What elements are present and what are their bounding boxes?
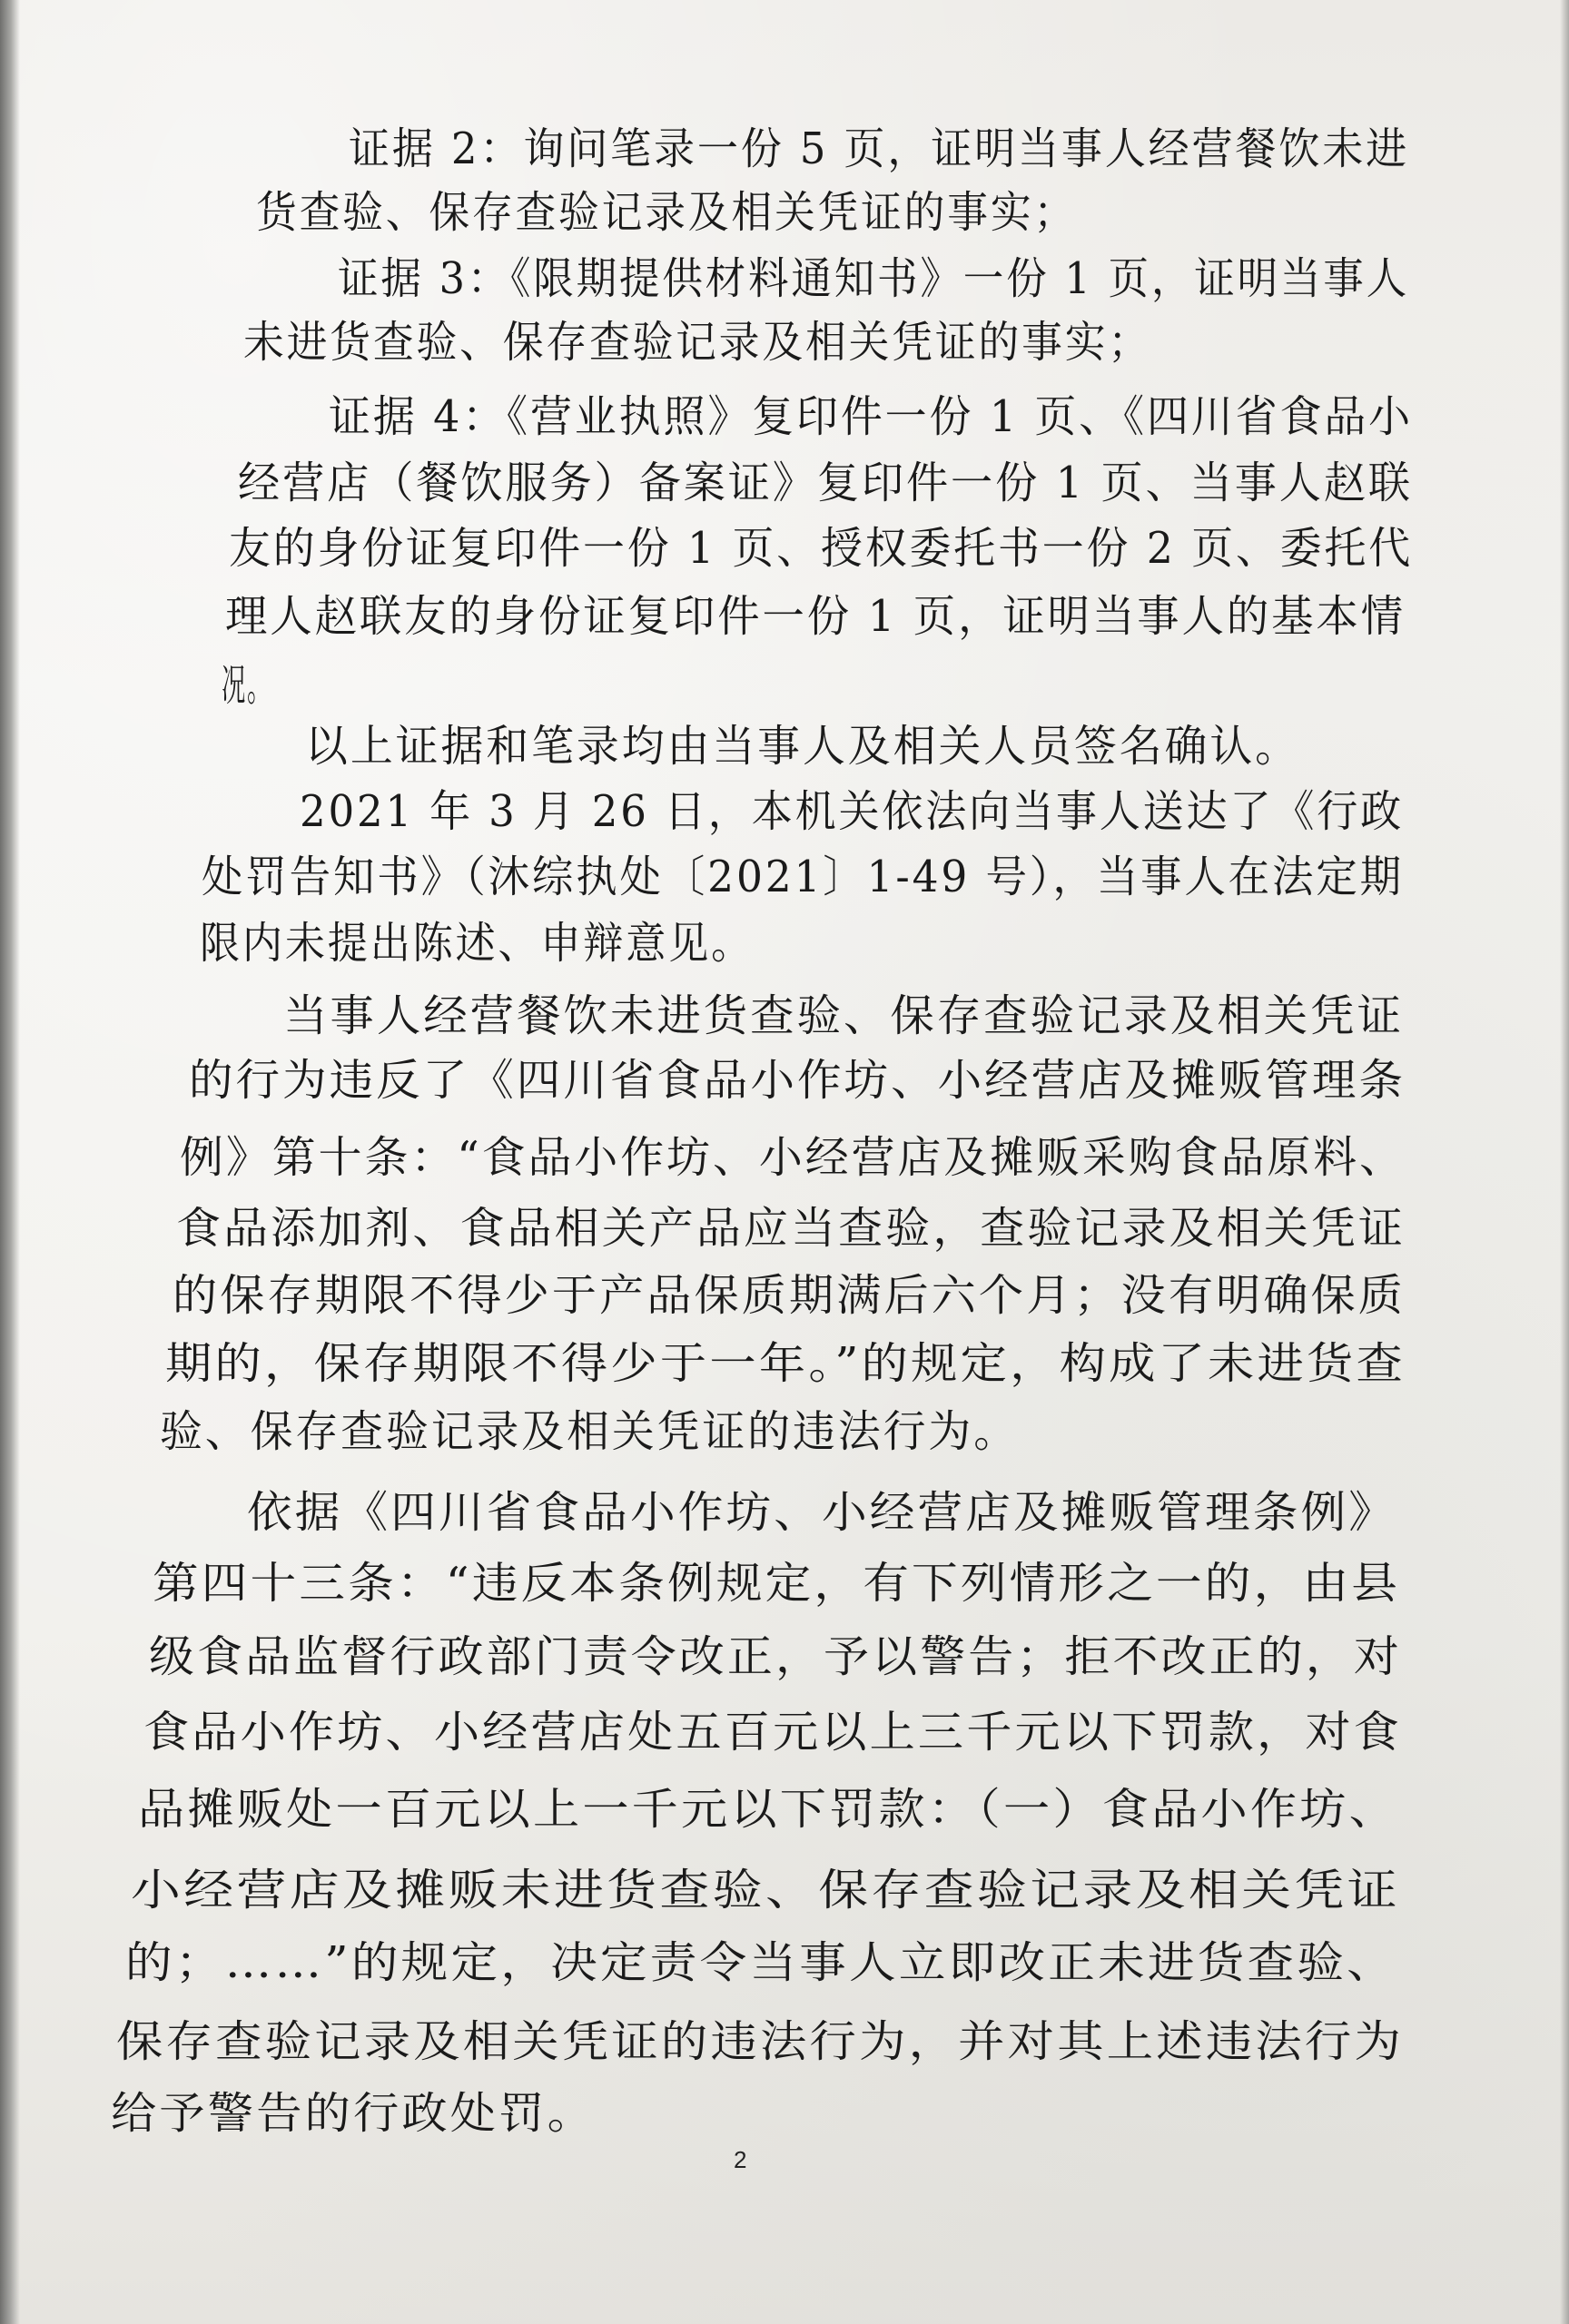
text-line: 当事人经营餐饮未进货查验、保存查验记录及相关凭证 — [283, 990, 1404, 1041]
text-line: 2021 年 3 月 26 日，本机关依法向当事人送达了《行政 — [300, 786, 1404, 837]
text-line: 限内未提出陈述、申辩意见。 — [200, 918, 754, 969]
text-line: 证据 3：《限期提供材料通知书》一份 1 页，证明当事人 — [338, 253, 1409, 304]
text-line: 证据 2：询问笔录一份 5 页，证明当事人经营餐饮未进 — [349, 123, 1409, 174]
text-line: 处罚告知书》（沐综执处〔2021〕1-49 号），当事人在法定期 — [202, 852, 1404, 902]
text-line: 以上证据和笔录均由当事人及相关人员签名确认。 — [305, 721, 1300, 772]
text-line: 第四十三条：“违反本条例规定，有下列情形之一的，由县 — [153, 1558, 1400, 1609]
text-line: 品摊贩处一百元以上一千元以下罚款：（一）食品小作坊、 — [138, 1784, 1398, 1835]
text-line: 未进货查验、保存查验记录及相关凭证的事实； — [243, 317, 1151, 368]
page-left-shadow — [0, 0, 20, 2324]
text-line: 小经营店及摊贩未进货查验、保存查验记录及相关凭证 — [131, 1865, 1400, 1915]
text-line: 证据 4：《营业执照》复印件一份 1 页、《四川省食品小 — [329, 391, 1413, 442]
text-line: 友的身份证复印件一份 1 页、授权委托书一份 2 页、委托代 — [229, 523, 1413, 574]
text-line: 的；……”的规定，决定责令当事人立即改正未进货查验、 — [125, 1937, 1397, 1988]
text-line: 期的，保存期限不得少于一年。”的规定，构成了未进货查 — [165, 1338, 1406, 1389]
text-line: 食品添加剂、食品相关产品应当查验，查验记录及相关凭证 — [176, 1203, 1406, 1254]
text-line: 依据《四川省食品小作坊、小经营店及摊贩管理条例》 — [247, 1487, 1396, 1538]
text-line: 例》第十条：“食品小作坊、小经营店及摊贩采购食品原料、 — [180, 1132, 1406, 1183]
text-line: 保存查验记录及相关凭证的违法行为，并对其上述违法行为 — [116, 2016, 1404, 2067]
page-number: 2 — [734, 2146, 747, 2173]
text-line: 的保存期限不得少于产品保质期满后六个月；没有明确保质 — [173, 1270, 1406, 1321]
text-line: 况。 — [222, 660, 272, 711]
text-line: 的行为违反了《四川省食品小作坊、小经营店及摊贩管理条 — [189, 1055, 1406, 1106]
text-line: 级食品监督行政部门责令改正，予以警告；拒不改正的，对 — [149, 1631, 1402, 1682]
text-line: 货查验、保存查验记录及相关凭证的事实； — [256, 187, 1077, 238]
page-right-shadow — [1560, 0, 1569, 2324]
text-line: 食品小作坊、小经营店处五百元以上三千元以下罚款，对食 — [143, 1707, 1402, 1758]
text-line: 给予警告的行政处罚。 — [111, 2088, 596, 2139]
text-line: 理人赵联友的身份证复印件一份 1 页，证明当事人的基本情 — [225, 591, 1406, 642]
text-line: 经营店（餐饮服务）备案证》复印件一份 1 页、当事人赵联 — [238, 458, 1413, 508]
text-line: 验、保存查验记录及相关凭证的违法行为。 — [160, 1406, 1019, 1457]
